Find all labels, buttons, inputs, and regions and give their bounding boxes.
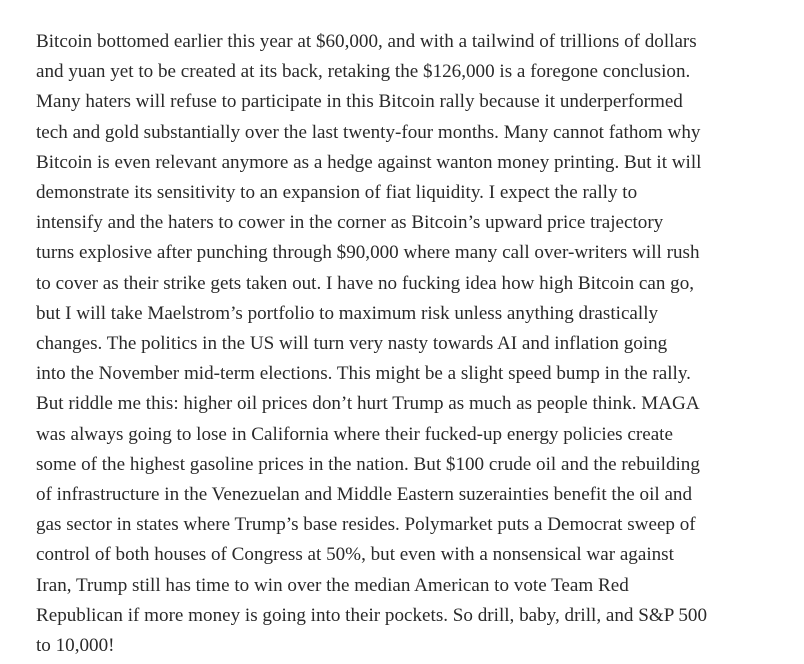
article-paragraph <box>36 27 776 661</box>
paragraph-line: but I will take Maelstrom’s portfolio to maximum risk unless anything drastically <box>36 302 659 324</box>
paragraph-line: and yuan yet to be created at its back, retaking the $126,000 is a foregone conclusion. <box>36 61 691 83</box>
paragraph-line: Bitcoin is even relevant anymore as a hedge against wanton money printing. But it will <box>36 151 702 173</box>
paragraph-line: Many haters will refuse to participate in this Bitcoin rally because it underperformed <box>36 91 683 113</box>
paragraph-line: Iran, Trump still has time to win over the median American to vote Team Red <box>36 574 629 596</box>
paragraph-line: But riddle me this: higher oil prices don’t hurt Trump as much as people think. MAGA <box>36 393 700 415</box>
paragraph-line: to cover as their strike gets taken out. I have no fucking idea how high Bitcoin can go, <box>36 272 695 294</box>
paragraph-line: to 10,000! <box>36 635 115 657</box>
paragraph-line: control of both houses of Congress at 50%, but even with a nonsensical war against <box>36 544 674 566</box>
paragraph-line: was always going to lose in California where their fucked-up energy policies create <box>36 423 673 445</box>
paragraph-line: Bitcoin bottomed earlier this year at $60,000, and with a tailwind of trillions of dollars <box>36 31 697 52</box>
paragraph-line: into the November mid-term elections. This might be a slight speed bump in the rally. <box>36 363 691 385</box>
paragraph-line: demonstrate its sensitivity to an expansion of fiat liquidity. I expect the rally to <box>36 182 638 204</box>
paragraph-line: Republican if more money is going into their pockets. So drill, baby, drill, and S&P 500 <box>36 604 708 626</box>
paragraph-line: turns explosive after punching through $90,000 where many call over-writers will rush <box>36 242 700 264</box>
paragraph-line: of infrastructure in the Venezuelan and Middle Eastern suzerainties benefit the oil and <box>36 484 693 506</box>
paragraph-line: gas sector in states where Trump’s base resides. Polymarket puts a Democrat sweep of <box>36 514 696 536</box>
paragraph-line: changes. The politics in the US will turn very nasty towards AI and inflation going <box>36 333 668 355</box>
paragraph-line: some of the highest gasoline prices in the nation. But $100 crude oil and the rebuilding <box>36 453 700 475</box>
paragraph-line: intensify and the haters to cower in the corner as Bitcoin’s upward price trajectory <box>36 212 664 234</box>
paragraph-line: tech and gold substantially over the last twenty-four months. Many cannot fathom why <box>36 121 701 143</box>
